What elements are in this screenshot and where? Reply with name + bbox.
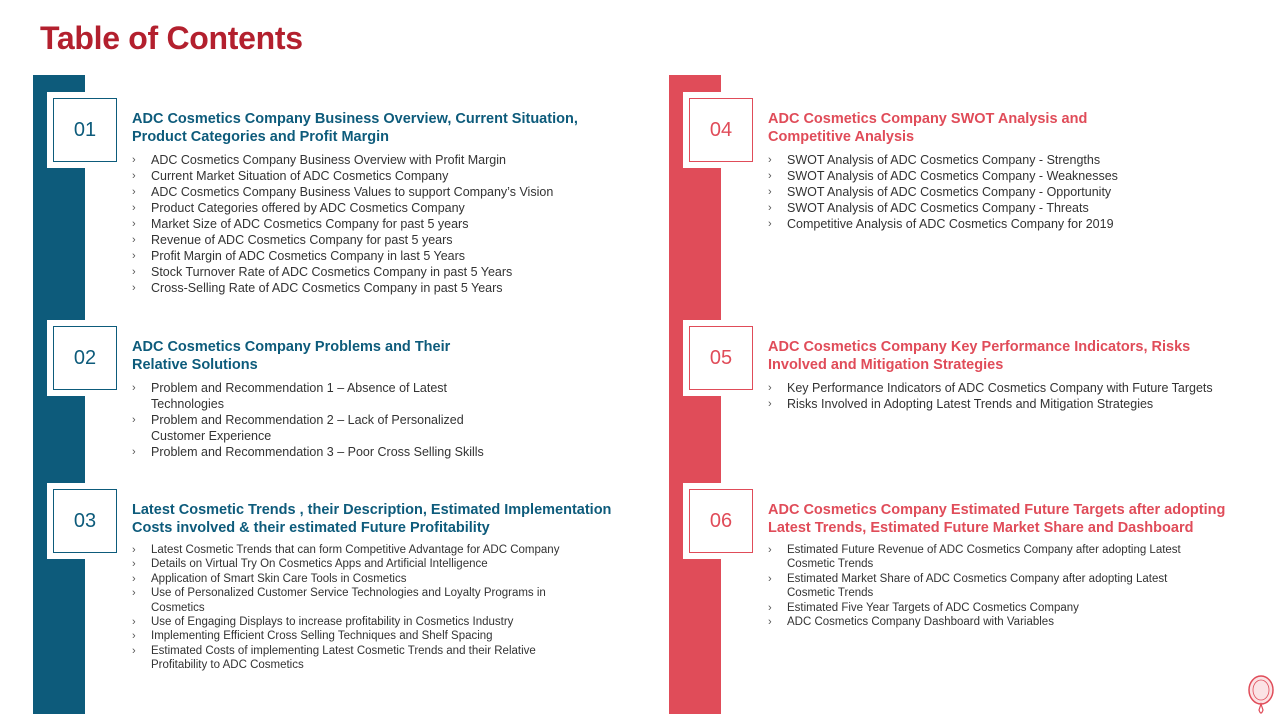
section-heading[interactable]: ADC Cosmetics Company Business Overview, Current Situation, Product Categories and Profit Margin: [132, 111, 578, 145]
chevron-right-icon: ›: [132, 202, 136, 214]
chevron-right-icon: ›: [132, 572, 136, 585]
chevron-right-icon: ›: [132, 446, 136, 458]
list-item[interactable]: › Risks Involved in Adopting Latest Trends and Mitigation Strategies: [768, 397, 1154, 411]
list-item[interactable]: › Use of Engaging Displays to increase profitability in Cosmetics Industry: [132, 616, 514, 629]
section-04: [768, 110, 1248, 232]
chevron-right-icon: ›: [768, 398, 772, 410]
chevron-right-icon: ›: [132, 234, 136, 246]
list-item[interactable]: › Product Categories offered by ADC Cosmetics Company: [132, 201, 465, 215]
section-item-list: [132, 543, 572, 673]
section-item-list: [768, 543, 1208, 629]
page-title: Table of Contents: [40, 20, 303, 56]
chevron-right-icon: ›: [132, 630, 136, 643]
chevron-right-icon: ›: [132, 544, 136, 556]
list-item[interactable]: › Problem and Recommendation 3 – Poor Cross Selling Skills: [132, 445, 484, 459]
chevron-right-icon: ›: [132, 170, 136, 182]
section-02: [132, 338, 492, 460]
list-item[interactable]: › Key Performance Indicators of ADC Cosmetics Company with Future Targets: [768, 381, 1213, 395]
section-number-03: 03: [53, 489, 117, 553]
chevron-right-icon: ›: [132, 644, 136, 657]
chevron-right-icon: ›: [768, 154, 772, 166]
list-item[interactable]: › Details on Virtual Try On Cosmetics Apps and Artificial Intelligence: [132, 558, 488, 571]
section-05: [768, 338, 1258, 412]
section-03: [132, 501, 612, 673]
section-01: [132, 110, 602, 296]
list-item[interactable]: › Estimated Market Share of ADC Cosmetics Company after adopting Latest Cosmetic Trends: [768, 572, 1168, 600]
list-item[interactable]: › ADC Cosmetics Company Dashboard with Variables: [768, 616, 1054, 629]
list-item[interactable]: › SWOT Analysis of ADC Cosmetics Company - Opportunity: [768, 185, 1112, 199]
list-item[interactable]: › Problem and Recommendation 2 – Lack of Personalized Customer Experience: [132, 413, 464, 443]
chevron-right-icon: ›: [132, 218, 136, 230]
chevron-right-icon: ›: [768, 218, 772, 230]
chevron-right-icon: ›: [132, 414, 136, 426]
list-item[interactable]: › Profit Margin of ADC Cosmetics Company in last 5 Years: [132, 249, 466, 263]
chevron-right-icon: ›: [132, 382, 136, 394]
chevron-right-icon: ›: [132, 266, 136, 278]
chevron-right-icon: ›: [768, 202, 772, 214]
list-item[interactable]: › Application of Smart Skin Care Tools in Cosmetics: [132, 572, 407, 585]
section-06: [768, 501, 1258, 629]
section-number-05: 05: [689, 326, 753, 390]
chevron-right-icon: ›: [132, 154, 136, 166]
list-item[interactable]: › Problem and Recommendation 1 – Absence of Latest Technologies: [132, 381, 448, 411]
section-heading[interactable]: ADC Cosmetics Company Estimated Future Targets after adopting Latest Trends, Estimated Future Market Share and Dashboard: [768, 502, 1226, 536]
list-item[interactable]: › SWOT Analysis of ADC Cosmetics Company - Weaknesses: [768, 169, 1118, 183]
list-item[interactable]: › SWOT Analysis of ADC Cosmetics Company - Strengths: [768, 153, 1101, 167]
list-item[interactable]: › Stock Turnover Rate of ADC Cosmetics Company in past 5 Years: [132, 265, 513, 279]
left-accent-bar: [33, 75, 85, 714]
chevron-right-icon: ›: [768, 382, 772, 394]
list-item[interactable]: › Estimated Costs of implementing Latest Cosmetic Trends and their Relative Profitability to ADC Cosmetics: [132, 644, 536, 672]
section-number-04: 04: [689, 98, 753, 162]
chevron-right-icon: ›: [132, 282, 136, 294]
section-item-list: [768, 152, 1248, 232]
list-item[interactable]: › Competitive Analysis of ADC Cosmetics Company for 2019: [768, 217, 1114, 231]
chevron-right-icon: ›: [132, 186, 136, 198]
list-item[interactable]: › Cross-Selling Rate of ADC Cosmetics Company in past 5 Years: [132, 281, 503, 295]
chevron-right-icon: ›: [132, 587, 136, 600]
section-item-list: [768, 380, 1258, 412]
chevron-right-icon: ›: [132, 616, 136, 629]
right-accent-bar: [669, 75, 721, 714]
list-item[interactable]: › Implementing Efficient Cross Selling Techniques and Shelf Spacing: [132, 630, 493, 643]
section-heading[interactable]: ADC Cosmetics Company Key Performance Indicators, Risks Involved and Mitigation Strategies: [768, 339, 1191, 373]
section-number-01: 01: [53, 98, 117, 162]
section-item-list: [132, 380, 492, 460]
section-heading[interactable]: Latest Cosmetic Trends , their Description, Estimated Implementation Costs involved & their estimated Future Profitability: [132, 502, 612, 536]
list-item[interactable]: › Estimated Five Year Targets of ADC Cosmetics Company: [768, 601, 1079, 614]
section-heading[interactable]: ADC Cosmetics Company Problems and Their Relative Solutions: [132, 339, 451, 373]
chevron-right-icon: ›: [768, 544, 772, 556]
section-heading[interactable]: ADC Cosmetics Company SWOT Analysis and Competitive Analysis: [768, 111, 1088, 145]
list-item[interactable]: › ADC Cosmetics Company Business Values to support Company’s Vision: [132, 185, 554, 199]
chevron-right-icon: ›: [132, 250, 136, 262]
chevron-right-icon: ›: [768, 572, 772, 585]
chevron-right-icon: ›: [768, 616, 772, 629]
list-item[interactable]: › SWOT Analysis of ADC Cosmetics Company - Threats: [768, 201, 1089, 215]
list-item[interactable]: › Market Size of ADC Cosmetics Company for past 5 years: [132, 217, 469, 231]
balloon-logo-icon: [1246, 674, 1276, 718]
chevron-right-icon: ›: [132, 558, 136, 571]
list-item[interactable]: › Estimated Future Revenue of ADC Cosmetics Company after adopting Latest Cosmetic Trends: [768, 544, 1181, 571]
list-item[interactable]: › Latest Cosmetic Trends that can form Competitive Advantage for ADC Company: [132, 544, 560, 556]
list-item[interactable]: › ADC Cosmetics Company Business Overview with Profit Margin: [132, 153, 506, 167]
list-item[interactable]: › Revenue of ADC Cosmetics Company for past 5 years: [132, 233, 453, 247]
section-item-list: [132, 152, 602, 296]
section-number-02: 02: [53, 326, 117, 390]
chevron-right-icon: ›: [768, 186, 772, 198]
list-item[interactable]: › Use of Personalized Customer Service Technologies and Loyalty Programs in Cosmetics: [132, 587, 546, 614]
chevron-right-icon: ›: [768, 170, 772, 182]
section-number-06: 06: [689, 489, 753, 553]
chevron-right-icon: ›: [768, 601, 772, 614]
list-item[interactable]: › Current Market Situation of ADC Cosmetics Company: [132, 169, 449, 183]
